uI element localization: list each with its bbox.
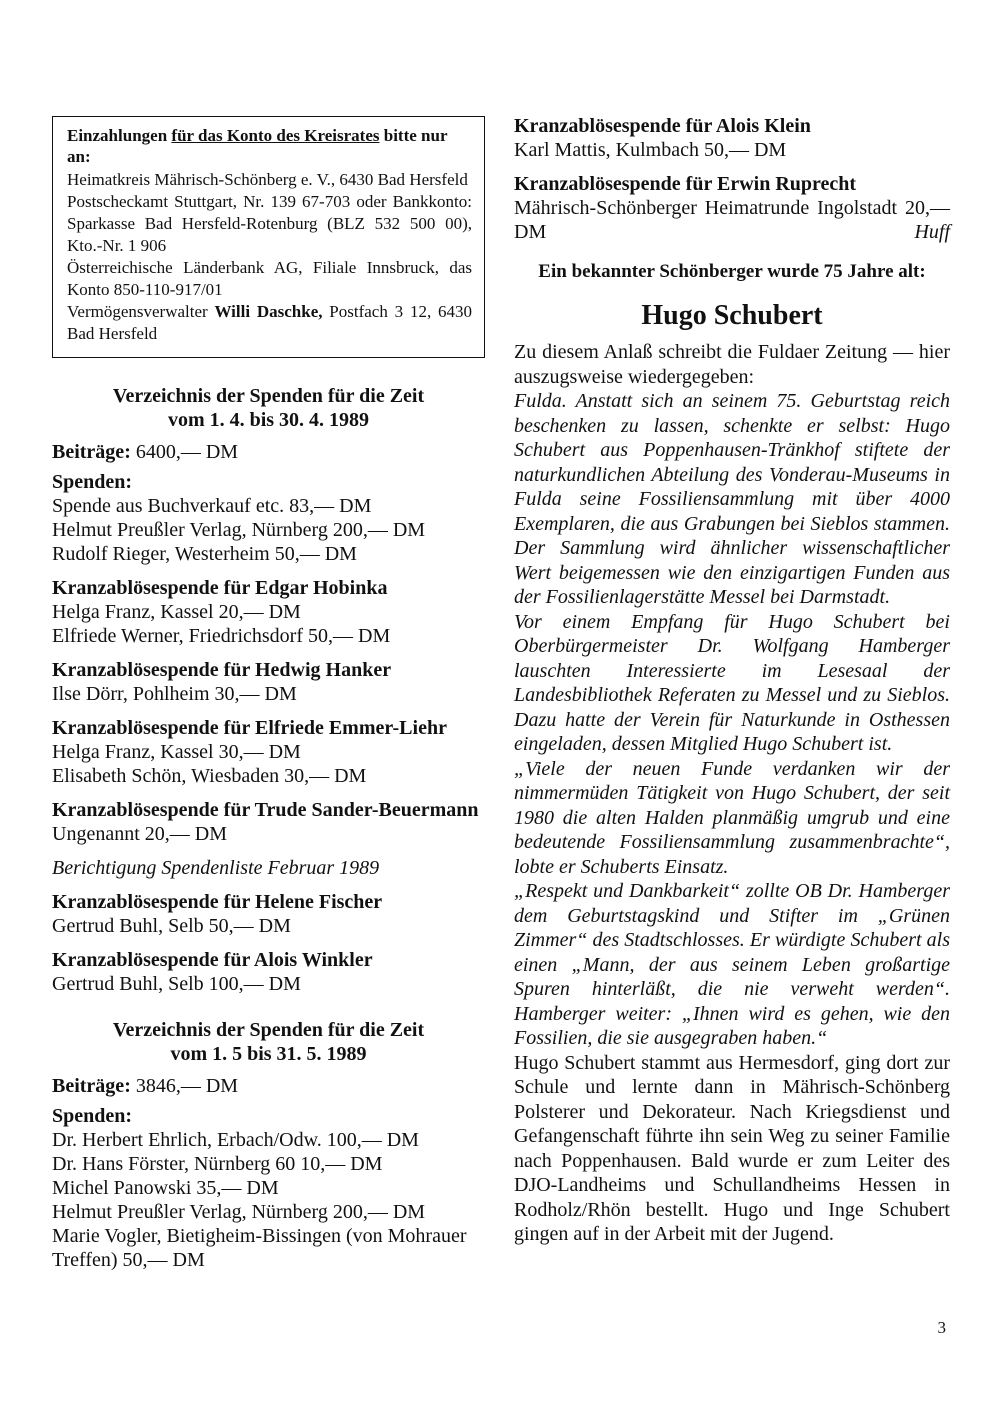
right-column <box>514 114 950 1247</box>
article-bio-paragraph: Hugo Schubert stammt aus Hermesdorf, ging dort zur Schule und lernte dann in Mährisch-Schönberg Polsterer und Dekorateur. Nach Kriegsdienst und Gefangenschaft führte ihn sein Weg zu seiner Familie nach Poppenhausen. Bald wurde er zum Leiter des DJO-Landheims und Schullandheims Hessen in Rodholz/Rhön bestellt. Hugo und Inge Schubert gingen auf in der Arbeit mit der Jugend. <box>514 1051 950 1245</box>
donation-line: Ilse Dörr, Pohlheim 30,— DM <box>52 683 297 705</box>
may-beitraege-value: 3846,— DM <box>130 1075 239 1097</box>
april-beitraege-value: 6400,— DM <box>130 441 239 463</box>
article-quote-paragraph: „Viele der neuen Funde verdanken wir der nimmermüden Tätigkeit von Hugo Schubert, der seit 1980 die alten Halden planmäßig umgrub und eine bedeutende Fossiliensammlung zusammenbrachte“, lobte er Schuberts Einsatz. <box>514 757 950 878</box>
bank-info-line: Heimatkreis Mährisch-Schönberg e. V., 6430 Bad Hersfeld <box>67 170 468 189</box>
wreath-heading: Kranzablösespende für Helene Fischer <box>52 891 383 913</box>
page-number: 3 <box>937 1318 946 1337</box>
april-title-line-1: Verzeichnis der Spenden für die Zeit <box>112 385 425 407</box>
april-title-line-2: vom 1. 4. bis 30. 4. 1989 <box>167 409 370 431</box>
donation-line: Helga Franz, Kassel 20,— DM <box>52 601 301 623</box>
wreath-heading: Kranzablösespende für Alois Winkler <box>52 949 373 971</box>
donation-line: Michel Panowski 35,— DM <box>52 1177 279 1199</box>
april-section-title <box>52 384 485 432</box>
bank-info-line: Österreichische Länderbank AG, Filiale Innsbruck, das Konto 850-110-917/01 <box>67 258 472 299</box>
wreath-heading: Kranzablösespende für Elfriede Emmer-Liehr <box>52 717 447 739</box>
donation-line: Helmut Preußler Verlag, Nürnberg 200,— DM <box>52 1201 426 1223</box>
donation-line: Dr. Herbert Ehrlich, Erbach/Odw. 100,— DM <box>52 1129 419 1151</box>
wreath-heading: Kranzablösespende für Edgar Hobinka <box>52 577 388 599</box>
may-title-line-1: Verzeichnis der Spenden für die Zeit <box>112 1019 425 1041</box>
signature: Huff <box>914 221 950 243</box>
wreath-heading: Kranzablösespende für Alois Klein <box>514 115 811 137</box>
april-beitraege-label: Beiträge: <box>52 441 131 463</box>
may-beitraege-label: Beiträge: <box>52 1075 131 1097</box>
may-section-title <box>52 1018 485 1066</box>
donation-line: Gertrud Buhl, Selb 50,— DM <box>52 915 291 937</box>
bank-info-title-underlined: für das Konto des Kreisrates <box>171 126 380 145</box>
donation-line: Spende aus Buchverkauf etc. 83,— DM <box>52 495 372 517</box>
wreath-heading: Kranzablösespende für Erwin Ruprecht <box>514 173 857 195</box>
article-quote-paragraph: Fulda. Anstatt sich an seinem 75. Geburtstag reich beschenken zu lassen, schenkte er selbst: Hugo Schubert aus Poppenhausen-Tränkhof stiftete der naturkundlichen Abteilung des Vonderau-Museums in Fulda seine Fossiliensammlung mit über 4000 Exemplaren, die aus Grabungen bei Sieblos stammen. Der Sammlung wird ähnlicher wissenschaftlicher Wert beigemessen wie den einzigartigen Funden aus der Fossilienlagerstätte Messel bei Darmstadt. <box>514 390 950 608</box>
bank-info-title-suffix: bitte nur an: <box>67 126 448 166</box>
bank-info-title-prefix: Einzahlungen <box>67 126 172 145</box>
april-beitraege <box>52 440 485 464</box>
donation-line: Helga Franz, Kassel 30,— DM <box>52 741 301 763</box>
left-column <box>52 110 485 1272</box>
wreath-heading: Kranzablösespende für Hedwig Hanker <box>52 659 392 681</box>
administrator-address: Postfach 3 12, 6430 Bad Hersfeld <box>67 302 472 343</box>
correction-note: Berichtigung Spendenliste Februar 1989 <box>52 857 380 879</box>
article-quote-paragraph: „Respekt und Dankbarkeit“ zollte OB Dr. Hamberger dem Geburtstagskind und Stifter im „Grünen Zimmer“ des Stadtschlosses. Er würdigte Schubert als einen „Mann, der aus seinem Leben großartige Spuren hinterläßt, die nie verweht werden“. Hamberger weiter: „Ihnen wird es gehen, wie den Fossilien, die sie ausgegraben haben.“ <box>514 880 950 1049</box>
article-kicker: Ein bekannter Schönberger wurde 75 Jahre alt: <box>538 261 926 282</box>
may-title-line-2: vom 1. 5 bis 31. 5. 1989 <box>170 1043 367 1065</box>
donation-line: Elfriede Werner, Friedrichsdorf 50,— DM <box>52 625 391 647</box>
wreath-heading: Kranzablösespende für Trude Sander-Beuermann <box>52 799 479 821</box>
donation-line: Karl Mattis, Kulmbach 50,— DM <box>514 139 787 161</box>
bank-info-line: Postscheckamt Stuttgart, Nr. 139 67-703 oder Bankkonto: Sparkasse Bad Hersfeld-Rotenburg (BLZ 532 500 00), Kto.-Nr. 1 906 <box>67 192 472 255</box>
donation-line: Ungenannt 20,— DM <box>52 823 227 845</box>
ruprecht-donation-text: Mährisch-Schönberger Heimatrunde Ingolstadt 20,— DM <box>514 197 950 243</box>
may-beitraege <box>52 1074 485 1098</box>
article-title: Hugo Schubert <box>641 300 823 331</box>
donation-line: Helmut Preußler Verlag, Nürnberg 200,— DM <box>52 519 426 541</box>
donation-line: Rudolf Rieger, Westerheim 50,— DM <box>52 543 357 565</box>
article-quote-paragraph: Vor einem Empfang für Hugo Schubert bei Oberbürgermeister Dr. Wolfgang Hamberger lauschten Interessierte im Lesesaal der Landesbibliothek Referaten zu Messel und zu Sieblos. Dazu hatte der Verein für Naturkunde in Osthessen eingeladen, dessen Mitglied Hugo Schubert ist. <box>514 610 950 755</box>
bank-info-line <box>67 301 472 345</box>
signature-row <box>514 220 950 244</box>
bank-info-title <box>67 125 472 167</box>
article-intro: Zu diesem Anlaß schreibt die Fuldaer Zeitung — hier auszugsweise wiedergegeben: <box>514 341 950 388</box>
bank-info-box <box>52 116 485 358</box>
administrator-name: Willi Daschke, <box>214 302 323 321</box>
administrator-label: Vermögensverwalter <box>67 302 215 321</box>
donation-line: Elisabeth Schön, Wiesbaden 30,— DM <box>52 765 367 787</box>
april-spenden-label: Spenden: <box>52 471 133 493</box>
donation-line: Gertrud Buhl, Selb 100,— DM <box>52 973 301 995</box>
donation-line: Dr. Hans Förster, Nürnberg 60 10,— DM <box>52 1153 383 1175</box>
donation-line: Marie Vogler, Bietigheim-Bissingen (von Mohrauer Treffen) 50,— DM <box>52 1225 467 1271</box>
may-spenden-label: Spenden: <box>52 1105 133 1127</box>
